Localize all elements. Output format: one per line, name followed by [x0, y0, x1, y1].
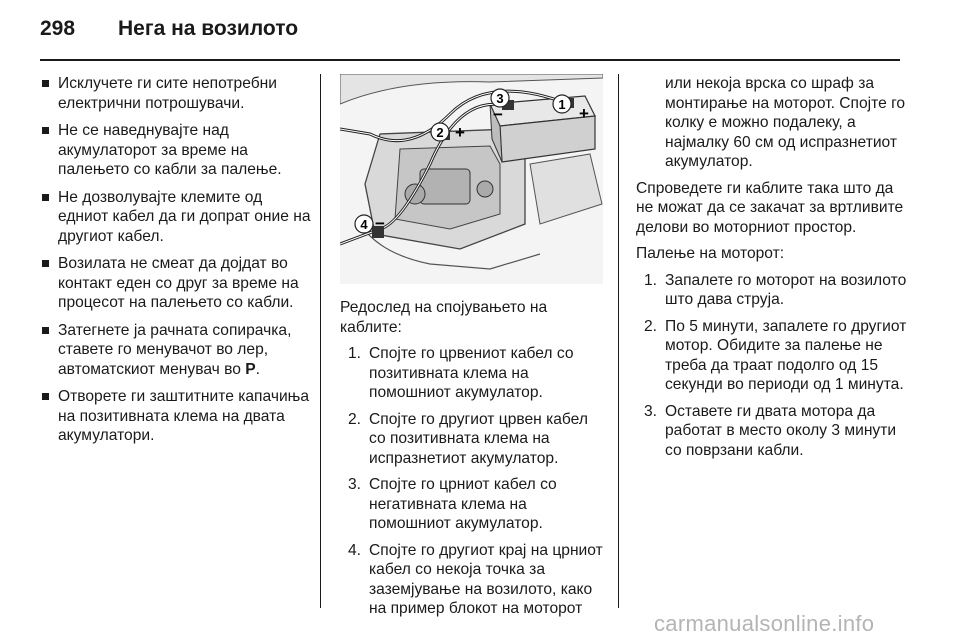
list-item-text: Отворете ги заштитните капачиња на позитивната клема на двата акумулатори. — [58, 388, 309, 444]
precaution-list — [40, 74, 312, 446]
step-text: Спојте го црниот кабел со негативната клема на помошниот акумулатор. — [369, 476, 557, 532]
step-number: 3. — [348, 476, 362, 493]
step-number: 1. — [644, 271, 658, 289]
column-divider-right — [618, 74, 619, 608]
cable-routing-paragraph: Спроведете ги каблите така што да не можат да се закачат за вртливите делови во моторниот простор. — [636, 179, 904, 236]
step-text: Спојте го црвениот кабел со позитивната клема на помошниот акумулатор. — [369, 345, 574, 401]
page-title: Нега на возилото — [118, 17, 299, 40]
header-rule — [40, 59, 900, 61]
list-item — [40, 74, 312, 113]
step-number: 4. — [348, 541, 362, 559]
list-item-text: Исклучете ги сите непотребни електрични потрошувачи. — [58, 75, 277, 112]
step-number: 2. — [348, 410, 362, 428]
callout-4 — [355, 214, 385, 233]
step-number: 2. — [644, 317, 658, 335]
step-text: Оставете ги двата мотора да работат в место околу 3 минути со поврзани кабли. — [665, 402, 897, 459]
list-item-text: Не дозволувајте клемите од едниот кабел да ги допрат оние на другиот кабел. — [58, 188, 311, 245]
list-item — [340, 344, 608, 403]
step-number: 3. — [644, 402, 658, 420]
svg-text:−: − — [375, 214, 385, 233]
svg-text:4: 4 — [360, 217, 368, 232]
list-item-text: Затегнете ја рачната сопирачка, ставете го менувачот во лер, автоматскиот менувач во — [58, 321, 292, 378]
list-item — [40, 387, 312, 446]
list-item — [636, 271, 908, 310]
list-item-text: Не се наведнувајте над акумулаторот за време на палењето со кабли за палење. — [58, 122, 282, 178]
step-number: 1. — [348, 345, 362, 362]
middle-column — [340, 74, 608, 626]
procedure-intro: Редослед на спојувањето на каблите: — [340, 299, 548, 336]
jump-start-illustration — [340, 74, 603, 284]
list-item — [636, 402, 908, 461]
svg-text:3: 3 — [496, 91, 504, 106]
step-4-continuation: или некоја врска со шраф за монтирање на моторот. Спојте го колку е можно подалеку, а најмалку 60 см од испразнетиот акумулатор. — [665, 75, 906, 170]
column-divider-left — [320, 74, 321, 608]
list-item — [40, 254, 312, 313]
list-item — [40, 321, 312, 380]
list-item — [40, 121, 312, 180]
list-item — [40, 188, 312, 247]
page-header — [0, 0, 960, 60]
svg-text:+: + — [579, 104, 589, 123]
engine-bay-drawing — [340, 74, 603, 284]
step-text: Запалете го моторот на возилото што дава струја. — [665, 271, 907, 308]
svg-text:1: 1 — [558, 97, 566, 112]
step-text: Спојте го другиот црвен кабел со позитивната клема на испразнетиот акумулатор. — [369, 410, 588, 467]
list-item-text: Возилата не смеат да дојдат во контакт еден со друг за време на процесот на палењето со кабли. — [58, 255, 299, 311]
right-column — [636, 74, 908, 467]
step-text: По 5 минути, запалете го другиот мотор. Обидите за палење не треба да траат подолго од 15 секунди во периоди од 1 минута. — [665, 317, 907, 393]
svg-text:−: − — [493, 105, 503, 124]
svg-text:+: + — [455, 123, 465, 142]
list-item — [636, 317, 908, 395]
page-number: 298 — [40, 17, 76, 40]
start-engine-heading: Палење на моторот: — [636, 245, 785, 262]
gear-p-symbol: P — [245, 360, 256, 378]
list-item — [340, 541, 608, 619]
left-column — [40, 74, 312, 454]
svg-text:2: 2 — [436, 125, 444, 140]
watermark: carmanualsonline.info — [654, 611, 875, 636]
list-item — [340, 475, 608, 534]
connection-steps — [340, 344, 608, 619]
step-text: Спојте го другиот крај на црниот кабел со некоја точка за заземјување на возилото, како на пример блокот на моторот — [369, 541, 603, 617]
list-item — [340, 410, 608, 469]
starting-steps — [636, 271, 908, 461]
list-item-text-end: . — [255, 360, 260, 378]
